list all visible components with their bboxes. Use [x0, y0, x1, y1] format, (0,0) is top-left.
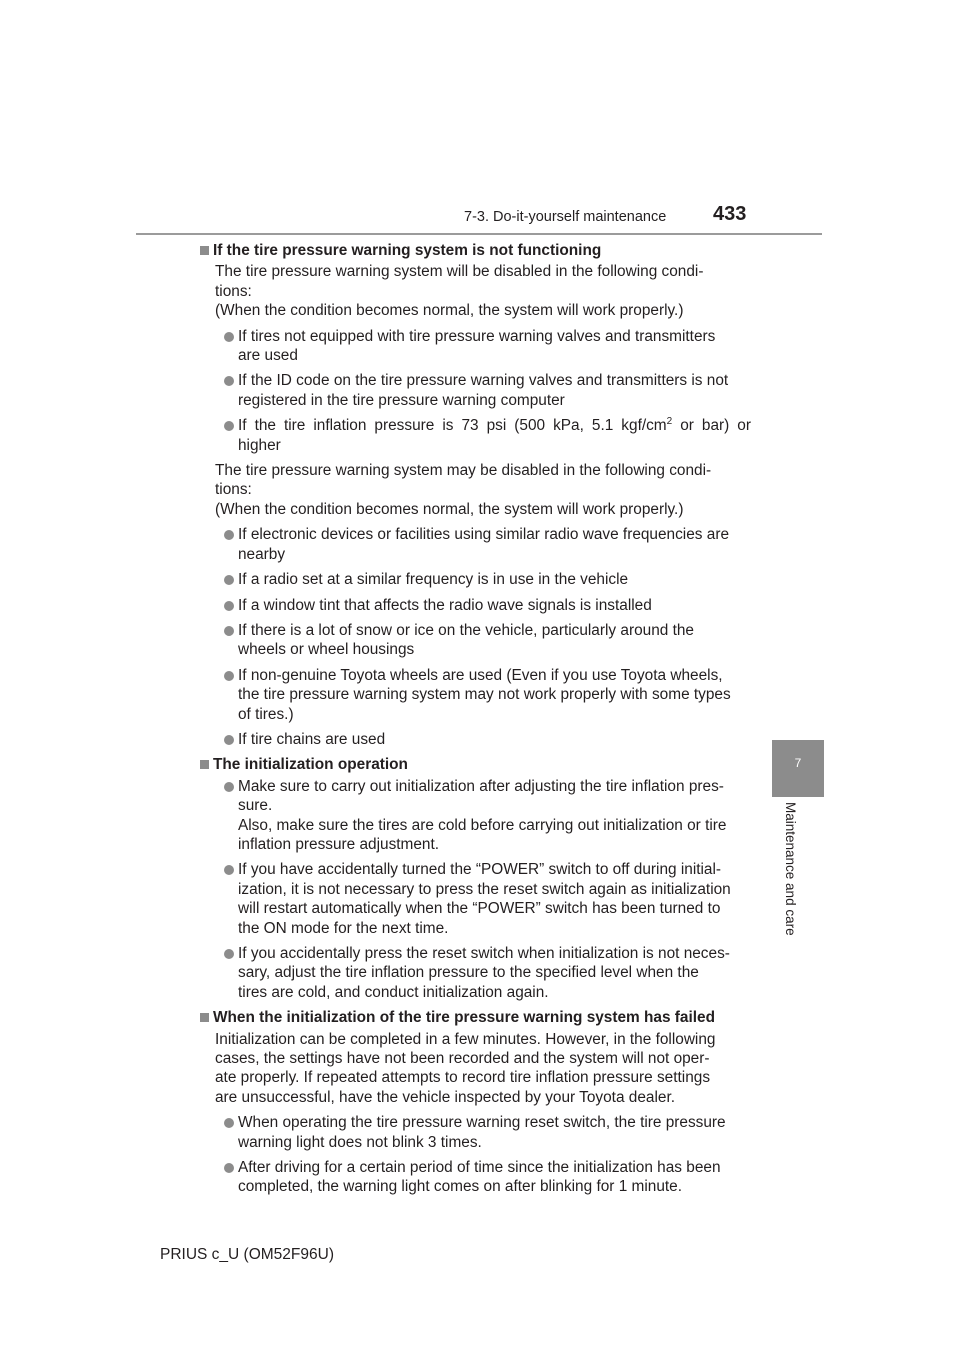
chapter-label-wrap	[772, 800, 824, 960]
square-bullet-icon	[200, 1013, 209, 1022]
footer-model: PRIUS c_U (OM52F96U)	[160, 1246, 334, 1263]
content	[215, 241, 751, 1203]
list-item: If you have accidentally turned the “POWER” switch to off during initial- ization, it is not necessary to press the reset switch again as initialization will restart automatically when the “POWER” switch has been turned to the ON mode for the next time.	[215, 860, 751, 938]
chapter-tab	[772, 740, 824, 797]
list-item: When operating the tire pressure warning reset switch, the tire pressure warning light does not blink 3 times.	[215, 1113, 751, 1152]
section-initialization-failed	[215, 1008, 751, 1197]
bullet-icon	[224, 735, 234, 745]
bullet-icon	[224, 949, 234, 959]
bullet-icon	[224, 671, 234, 681]
paragraph: The tire pressure warning system will be disabled in the following condi- tions: (When the condition becomes normal, the system will work properly.)	[215, 263, 704, 320]
bullet-icon	[224, 530, 234, 540]
list-item: Make sure to carry out initialization after adjusting the tire inflation pres- sure. Also, make sure the tires are cold before carrying out initialization or tire inflation pressure adjustment.	[215, 777, 751, 855]
bullet-icon	[224, 782, 234, 792]
list-item: If the tire inflation pressure is 73 psi (500 kPa, 5.1 kgf/$cm^2$ or bar) or higher	[215, 416, 751, 455]
chapter-number: 7	[794, 756, 802, 770]
bullet-icon	[224, 601, 234, 611]
list-item: If non-genuine Toyota wheels are used (Even if you use Toyota wheels, the tire pressure warning system may not work properly with some types of tires.)	[215, 666, 751, 724]
section-not-functioning	[215, 241, 751, 749]
list-item: If tires not equipped with tire pressure warning valves and transmitters are used	[215, 327, 751, 366]
page-number: 433	[713, 203, 747, 225]
bullet-icon	[224, 575, 234, 585]
chapter-title: Maintenance and care	[783, 802, 798, 936]
square-bullet-icon	[200, 760, 209, 769]
paragraph: Initialization can be completed in a few minutes. However, in the following cases, the settings have not been recorded and the system will not oper- ate properly. If repeated attempts to record tire inflation pressure settings are unsuccessful, have the vehicle inspected by your Toyota dealer.	[215, 1030, 716, 1106]
square-bullet-icon	[200, 246, 209, 255]
section-title: The initialization operation	[213, 755, 751, 774]
bullet-icon	[224, 1118, 234, 1128]
list-item: If there is a lot of snow or ice on the vehicle, particularly around the wheels or wheel housings	[215, 621, 751, 660]
section-title: If the tire pressure warning system is not functioning	[213, 241, 751, 260]
list-item: If the ID code on the tire pressure warning valves and transmitters is not registered in the tire pressure warning computer	[215, 371, 751, 410]
list-item: If you accidentally press the reset switch when initialization is not neces- sary, adjust the tire inflation pressure to the specified level when the tires are cold, and conduct initialization again.	[215, 944, 751, 1002]
section-initialization-operation	[215, 755, 751, 1002]
list-item: If a radio set at a similar frequency is in use in the vehicle	[215, 570, 751, 589]
header-section-title: 7-3. Do-it-yourself maintenance	[464, 209, 667, 225]
bullet-icon	[224, 332, 234, 342]
section-title: When the initialization of the tire pressure warning system has failed	[213, 1008, 751, 1027]
list-item: If tire chains are used	[215, 730, 751, 749]
bullet-icon	[224, 376, 234, 386]
bullet-icon	[224, 1163, 234, 1173]
bullet-icon	[224, 421, 234, 431]
paragraph: The tire pressure warning system may be disabled in the following condi- tions: (When the condition becomes normal, the system will work properly.)	[215, 462, 712, 518]
bullet-icon	[224, 865, 234, 875]
list-item: After driving for a certain period of time since the initialization has been completed, the warning light comes on after blinking for 1 minute.	[215, 1158, 751, 1197]
list-item: If electronic devices or facilities using similar radio wave frequencies are nearby	[215, 525, 751, 564]
header-divider	[136, 233, 822, 235]
list-item: If a window tint that affects the radio wave signals is installed	[215, 596, 751, 615]
bullet-icon	[224, 626, 234, 636]
